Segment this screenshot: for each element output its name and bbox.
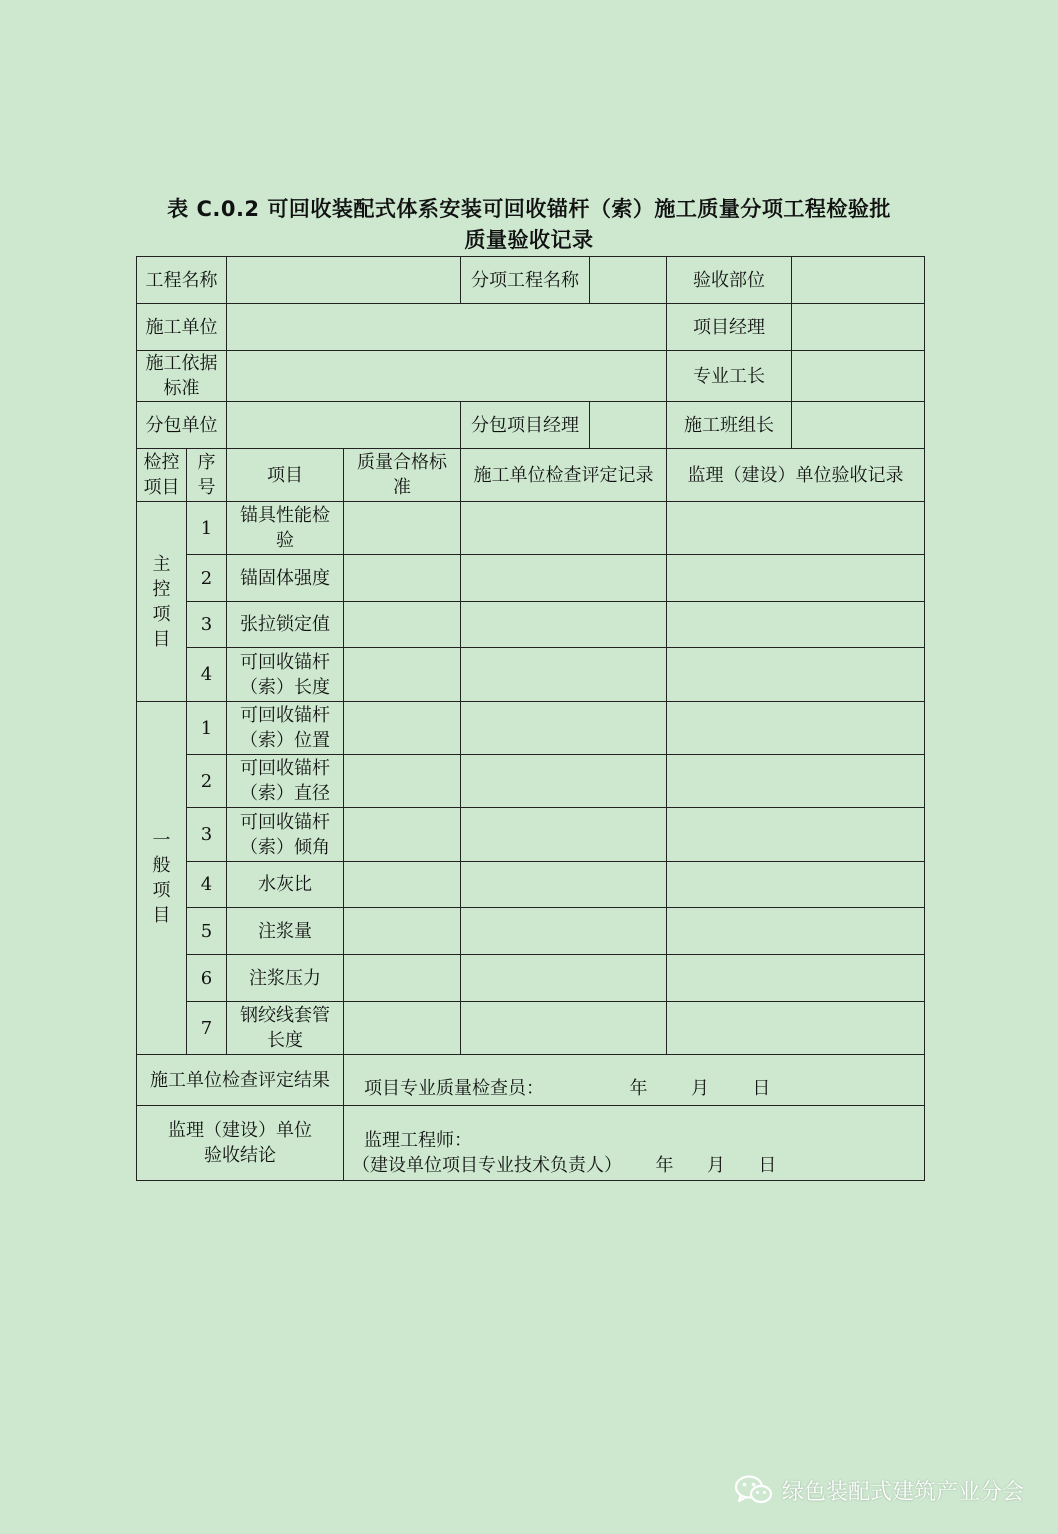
field-sub-project-manager[interactable] (590, 402, 667, 449)
col-supervision-record: 监理（建设）单位验收记录 (667, 449, 925, 502)
row-seq: 2 (187, 755, 227, 808)
header-row-1 (137, 257, 925, 304)
row-construction-record[interactable] (461, 648, 667, 702)
row-item-line-1: 可回收锚杆 (240, 758, 330, 779)
conclusion-label-line-2: 验收结论 (204, 1145, 276, 1166)
row-item (227, 502, 344, 555)
col-seq-line-1: 序 (197, 452, 216, 473)
general-group-char-3: 项 (152, 880, 171, 901)
row-construction-record[interactable] (461, 955, 667, 1002)
row-construction-record[interactable] (461, 862, 667, 908)
result-label: 施工单位检查评定结果 (137, 1055, 344, 1106)
table-row (137, 755, 925, 808)
row-construction-record[interactable] (461, 1002, 667, 1055)
general-group-char-2: 般 (152, 855, 171, 876)
row-construction-record[interactable] (461, 908, 667, 955)
header-row-3 (137, 351, 925, 402)
col-item: 项目 (227, 449, 344, 502)
row-construction-record[interactable] (461, 555, 667, 602)
table-row (137, 908, 925, 955)
title-line-2: 质量验收记录 (464, 228, 594, 252)
result-day-label: 日 (752, 1078, 771, 1099)
result-year-label: 年 (629, 1078, 648, 1099)
label-project-manager: 项目经理 (667, 304, 792, 351)
inspector-label: 项目专业质量检查员： (364, 1078, 544, 1099)
row-seq: 7 (187, 1002, 227, 1055)
table-row (137, 1002, 925, 1055)
row-item-line-2: （索）倾角 (240, 836, 330, 858)
conclusion-year-label: 年 (655, 1155, 674, 1176)
row-item: 张拉锁定值 (227, 602, 344, 648)
row-standard[interactable] (344, 602, 461, 648)
row-item-line-1: 可回收锚杆 (240, 651, 330, 673)
main-control-group-label (137, 502, 187, 702)
table-row (137, 502, 925, 555)
conclusion-month-label: 月 (706, 1155, 725, 1176)
row-standard[interactable] (344, 555, 461, 602)
row-seq: 1 (187, 502, 227, 555)
field-foreman[interactable] (792, 351, 925, 402)
col-control-line-1: 检控 (143, 452, 180, 473)
label-sub-project-name: 分项工程名称 (461, 257, 590, 304)
field-project-manager[interactable] (792, 304, 925, 351)
general-group-char-4: 目 (152, 905, 171, 926)
row-supervision-record[interactable] (667, 702, 925, 755)
owner-label: （建设单位项目专业技术负责人） (352, 1155, 622, 1176)
field-acceptance-part[interactable] (792, 257, 925, 304)
row-construction-record[interactable] (461, 808, 667, 862)
col-seq (187, 449, 227, 502)
row-seq: 1 (187, 702, 227, 755)
label-acceptance-part: 验收部位 (667, 257, 792, 304)
label-project-name: 工程名称 (137, 257, 227, 304)
row-supervision-record[interactable] (667, 555, 925, 602)
row-item: 水灰比 (227, 862, 344, 908)
row-item-line-2: （索）直径 (240, 783, 330, 804)
row-item-line-1: 钢绞线套管 (240, 1005, 330, 1026)
conclusion-day-label: 日 (758, 1155, 777, 1176)
row-construction-record[interactable] (461, 755, 667, 808)
row-item-line-1: 可回收锚杆 (240, 811, 330, 833)
row-item-line-2: 长度 (267, 1030, 303, 1051)
table-row (137, 955, 925, 1002)
row-item (227, 808, 344, 862)
row-item-line-2: （索）位置 (240, 730, 330, 751)
row-seq: 6 (187, 955, 227, 1002)
general-group-label (137, 702, 187, 1055)
result-month-label: 月 (690, 1078, 709, 1099)
page-title (120, 194, 938, 256)
header-row-4 (137, 402, 925, 449)
row-standard[interactable] (344, 955, 461, 1002)
row-item-line-1: 锚具性能检 (240, 505, 330, 526)
row-item (227, 648, 344, 702)
main-group-char-3: 项 (152, 603, 171, 625)
row-item-line-1: 可回收锚杆 (240, 705, 330, 726)
row-standard[interactable] (344, 908, 461, 955)
table-row (137, 808, 925, 862)
label-construction-standard: 施工依据标准 (137, 351, 227, 402)
row-standard[interactable] (344, 862, 461, 908)
field-sub-project-name[interactable] (590, 257, 667, 304)
row-item-line-2: （索）长度 (240, 676, 330, 698)
row-seq: 3 (187, 808, 227, 862)
row-supervision-record[interactable] (667, 602, 925, 648)
row-item (227, 702, 344, 755)
row-item: 注浆量 (227, 908, 344, 955)
field-construction-unit[interactable] (227, 304, 667, 351)
row-item-line-2: 验 (276, 530, 294, 551)
row-standard[interactable] (344, 502, 461, 555)
wechat-icon (734, 1474, 774, 1506)
row-standard[interactable] (344, 755, 461, 808)
watermark-logo (734, 1474, 1024, 1506)
row-item: 锚固体强度 (227, 555, 344, 602)
table-row (137, 862, 925, 908)
title-line-1: 表 C.0.2 可回收装配式体系安装可回收锚杆（索）施工质量分项工程检验批 (167, 197, 891, 221)
label-team-leader: 施工班组长 (667, 402, 792, 449)
col-construction-record: 施工单位检查评定记录 (461, 449, 667, 502)
label-foreman: 专业工长 (667, 351, 792, 402)
main-group-char-4: 目 (152, 628, 171, 650)
field-construction-standard[interactable] (227, 351, 667, 402)
field-subcontractor[interactable] (227, 402, 461, 449)
col-control-line-2: 项目 (143, 477, 180, 498)
row-standard[interactable] (344, 1002, 461, 1055)
column-header-row (137, 449, 925, 502)
conclusion-signature-field[interactable] (344, 1106, 925, 1181)
row-supervision-record[interactable] (667, 862, 925, 908)
result-row (137, 1055, 925, 1106)
row-seq: 2 (187, 555, 227, 602)
row-standard[interactable] (344, 648, 461, 702)
row-standard[interactable] (344, 702, 461, 755)
main-group-char-2: 控 (152, 578, 171, 600)
watermark-text: 绿色装配式建筑产业分会 (781, 1479, 1024, 1505)
header-row-2 (137, 304, 925, 351)
row-seq: 5 (187, 908, 227, 955)
main-group-char-1: 主 (152, 553, 171, 575)
label-construction-unit: 施工单位 (137, 304, 227, 351)
row-supervision-record[interactable] (667, 908, 925, 955)
table-row (137, 702, 925, 755)
inspection-form-table (136, 256, 925, 1181)
row-item: 注浆压力 (227, 955, 344, 1002)
conclusion-row (137, 1106, 925, 1181)
row-standard[interactable] (344, 808, 461, 862)
row-item (227, 755, 344, 808)
result-signature-field[interactable] (344, 1055, 925, 1106)
row-supervision-record[interactable] (667, 502, 925, 555)
label-sub-project-manager: 分包项目经理 (461, 402, 590, 449)
conclusion-label (137, 1106, 344, 1181)
row-supervision-record[interactable] (667, 955, 925, 1002)
row-supervision-record[interactable] (667, 755, 925, 808)
table-row (137, 648, 925, 702)
col-standard (344, 449, 461, 502)
row-item (227, 1002, 344, 1055)
label-subcontractor: 分包单位 (137, 402, 227, 449)
row-seq: 3 (187, 602, 227, 648)
col-standard-line-1: 质量合格标 (357, 452, 448, 473)
row-construction-record[interactable] (461, 502, 667, 555)
row-construction-record[interactable] (461, 702, 667, 755)
field-team-leader[interactable] (792, 402, 925, 449)
conclusion-label-line-1: 监理（建设）单位 (168, 1120, 312, 1141)
col-control-item (137, 449, 187, 502)
row-seq: 4 (187, 862, 227, 908)
engineer-label: 监理工程师： (364, 1130, 472, 1151)
col-seq-line-2: 号 (197, 477, 216, 498)
table-row (137, 602, 925, 648)
row-seq: 4 (187, 648, 227, 702)
row-construction-record[interactable] (461, 602, 667, 648)
table-row (137, 555, 925, 602)
row-supervision-record[interactable] (667, 1002, 925, 1055)
row-supervision-record[interactable] (667, 808, 925, 862)
conclusion-date-line (352, 1153, 922, 1178)
general-group-char-1: 一 (152, 830, 171, 851)
row-supervision-record[interactable] (667, 648, 925, 702)
field-project-name[interactable] (227, 257, 461, 304)
col-standard-line-2: 准 (393, 477, 412, 498)
